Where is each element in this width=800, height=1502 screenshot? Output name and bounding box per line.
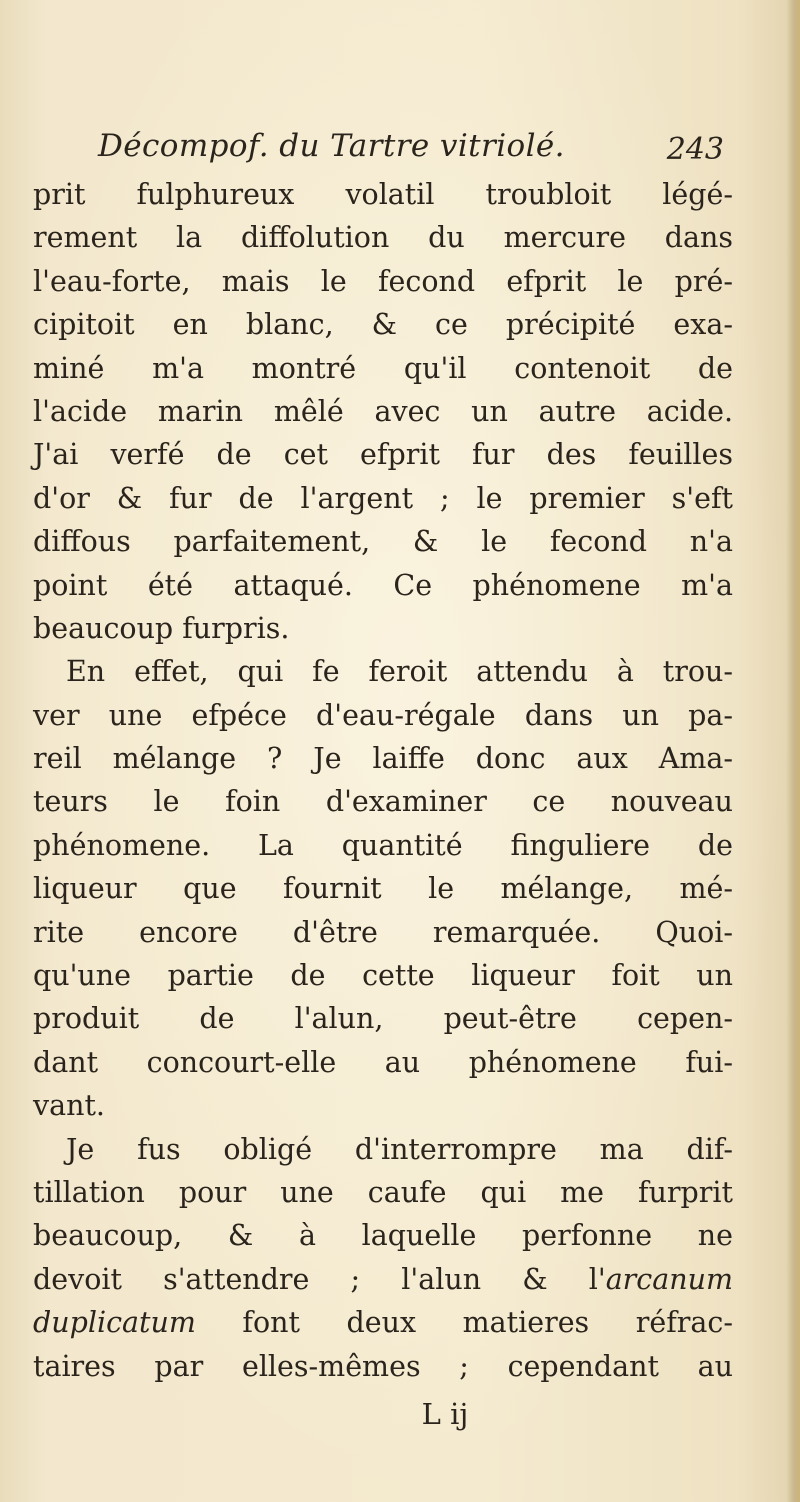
text-line: rite encore d'être remarquée. Quoi- <box>33 915 733 949</box>
text-segment: devoit s'attendre ; l'alun & l' <box>33 1262 606 1296</box>
paragraph-start-line: Je fus obligé d'interrompre ma dif- <box>66 1132 733 1166</box>
page-number: 243 <box>666 132 724 167</box>
text-line: miné m'a montré qu'il contenoit de <box>33 351 733 385</box>
text-line: liqueur que fournit le mélange, mé- <box>33 872 733 906</box>
text-line: ver une efpéce d'eau-régale dans un pa- <box>33 698 733 732</box>
page-footer <box>0 1397 800 1431</box>
text-segment: font deux matieres réfrac- <box>195 1306 733 1340</box>
signature-mark: L ij <box>421 1397 469 1431</box>
italic-term: duplicatum <box>33 1306 196 1340</box>
page-header <box>98 128 724 172</box>
text-line: taires par elles-mêmes ; cependant au <box>33 1349 733 1383</box>
text-line: teurs le foin d'examiner ce nouveau <box>33 785 733 819</box>
text-line-mixed <box>33 1258 733 1301</box>
text-line: point été attaqué. Ce phénomene m'a <box>33 568 733 602</box>
text-line: tillation pour une caufe qui me furprit <box>33 1175 733 1209</box>
text-line: diffous parfaitement, & le fecond n'a <box>33 525 733 559</box>
running-head: Décompof. du Tartre vitriolé. <box>98 128 565 164</box>
text-line: cipitoit en blanc, & ce précipité exa- <box>33 308 733 342</box>
text-line-mixed <box>33 1301 733 1344</box>
text-line: J'ai verfé de cet efprit fur des feuilles <box>33 438 733 472</box>
text-line: vant. <box>33 1089 105 1123</box>
body-text <box>33 173 733 1388</box>
text-line: dant concourt-elle au phénomene fui- <box>33 1045 733 1079</box>
text-line: beaucoup, & à laquelle perfonne ne <box>33 1219 733 1253</box>
text-line: produit de l'alun, peut-être cepen- <box>33 1002 733 1036</box>
text-line: reil mélange ? Je laiffe donc aux Ama- <box>33 742 733 776</box>
text-line: qu'une partie de cette liqueur foit un <box>33 959 733 993</box>
text-line: prit fulphureux volatil troubloit légé- <box>33 178 733 211</box>
text-line: l'acide marin mêlé avec un autre acide. <box>33 394 733 428</box>
text-line: rement la diffolution du mercure dans <box>33 221 733 255</box>
text-line: beaucoup furpris. <box>33 611 290 645</box>
text-line: phénomene. La quantité finguliere de <box>33 828 733 862</box>
text-line: d'or & fur de l'argent ; le premier s'eft <box>33 481 733 515</box>
italic-term: arcanum <box>605 1262 733 1296</box>
page-edge-shadow <box>786 0 800 1502</box>
paragraph-start-line: En effet, qui fe feroit attendu à trou- <box>66 655 733 689</box>
text-line: l'eau-forte, mais le fecond efprit le pré- <box>33 264 733 298</box>
